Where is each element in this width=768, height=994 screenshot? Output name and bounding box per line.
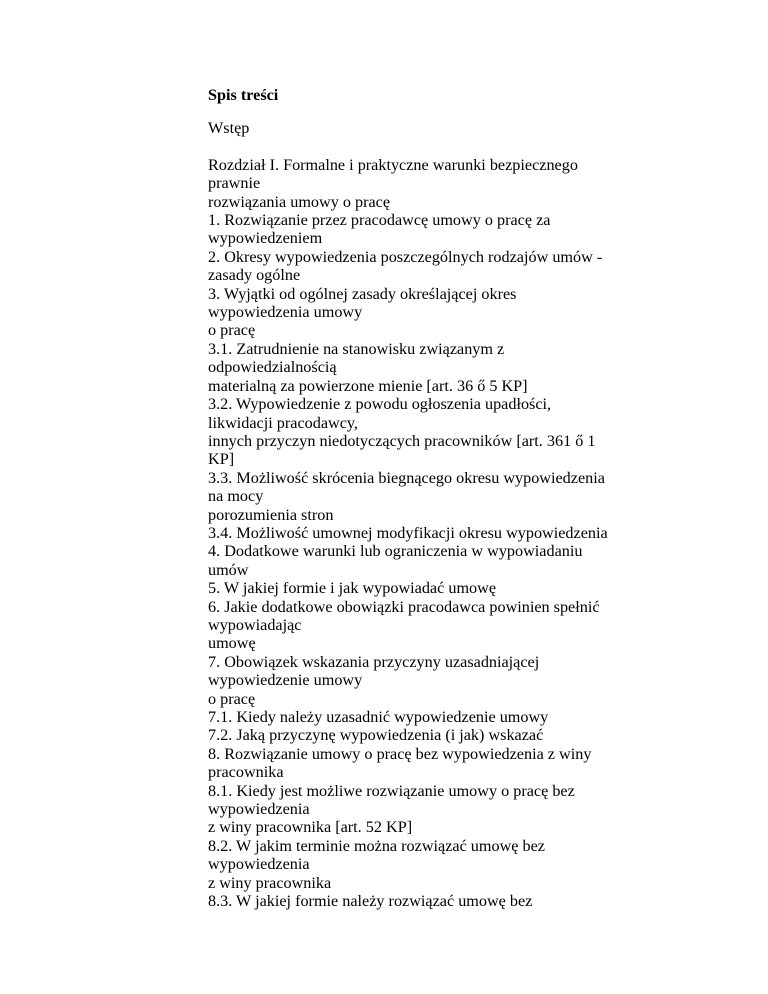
toc-line: innych przyczyn niedotyczących pracowników [art. 361 ő 1: [208, 431, 596, 450]
toc-line: 7. Obowiązek wskazania przyczyny uzasadniającej: [208, 652, 540, 671]
toc-line: 3.2. Wypowiedzenie z powodu ogłoszenia upadłości,: [208, 395, 552, 414]
toc-line: 3.3. Możliwość skrócenia biegnącego okresu wypowiedzenia: [208, 468, 605, 487]
toc-line: likwidacji pracodawcy,: [208, 413, 358, 432]
toc-line: 4. Dodatkowe warunki lub ograniczenia w wypowiadaniu: [208, 542, 583, 561]
toc-line: KP]: [208, 450, 235, 469]
toc-line: 8.2. W jakim terminie można rozwiązać umowę bez: [208, 836, 545, 855]
toc-line: wypowiedzenie umowy: [208, 671, 363, 690]
toc-line: 3. Wyjątki od ogólnej zasady określającej okres: [208, 284, 517, 303]
toc-line: rozwiązania umowy o pracę: [208, 192, 391, 211]
toc-line: materialną za powierzone mienie [art. 36 ő 5 KP]: [208, 376, 528, 395]
toc-line: 3.4. Możliwość umownej modyfikacji okresu wypowiedzenia: [208, 523, 608, 542]
toc-line: 5. W jakiej formie i jak wypowiadać umowę: [208, 579, 496, 598]
toc-list: [208, 156, 668, 911]
toc-line: o pracę: [208, 689, 256, 708]
toc-line: na mocy: [208, 487, 264, 506]
toc-line: 7.2. Jaką przyczynę wypowiedzenia (i jak) wskazać: [208, 726, 544, 745]
toc-line: Rozdział I. Formalne i praktyczne warunki bezpiecznego: [208, 155, 578, 174]
document-page: [208, 86, 668, 910]
toc-line: 1. Rozwiązanie przez pracodawcę umowy o pracę za: [208, 211, 551, 230]
toc-line: wypowiedzenia: [208, 800, 310, 819]
toc-line: umowę: [208, 634, 256, 653]
toc-line: o pracę: [208, 321, 256, 340]
toc-line: porozumienia stron: [208, 505, 334, 524]
toc-line: 3.1. Zatrudnienie na stanowisku związanym z: [208, 339, 505, 358]
toc-line: 2. Okresy wypowiedzenia poszczególnych rodzajów umów -: [208, 247, 603, 266]
toc-line: 8.1. Kiedy jest możliwe rozwiązanie umowy o pracę bez: [208, 781, 575, 800]
toc-line: 7.1. Kiedy należy uzasadnić wypowiedzenie umowy: [208, 708, 549, 726]
toc-title: Spis treści: [208, 86, 279, 104]
toc-line: wypowiedzenia umowy: [208, 303, 363, 322]
toc-line: 8.3. W jakiej formie należy rozwiązać umowę bez: [208, 892, 533, 911]
toc-line: wypowiedzeniem: [208, 229, 323, 248]
toc-line: pracownika: [208, 763, 284, 782]
toc-line: z winy pracownika [art. 52 KP]: [208, 818, 413, 837]
toc-line: wypowiedzenia: [208, 855, 310, 874]
toc-line: wypowiadając: [208, 615, 302, 634]
toc-intro: Wstęp: [208, 119, 250, 138]
toc-line: umów: [208, 560, 249, 579]
toc-line: 6. Jakie dodatkowe obowiązki pracodawca powinien spełnić: [208, 597, 600, 616]
toc-line: z winy pracownika: [208, 873, 332, 892]
toc-line: prawnie: [208, 174, 261, 193]
toc-line: 8. Rozwiązanie umowy o pracę bez wypowiedzenia z winy: [208, 744, 592, 763]
toc-line: odpowiedzialnością: [208, 358, 337, 377]
toc-line: zasady ogólne: [208, 266, 301, 285]
